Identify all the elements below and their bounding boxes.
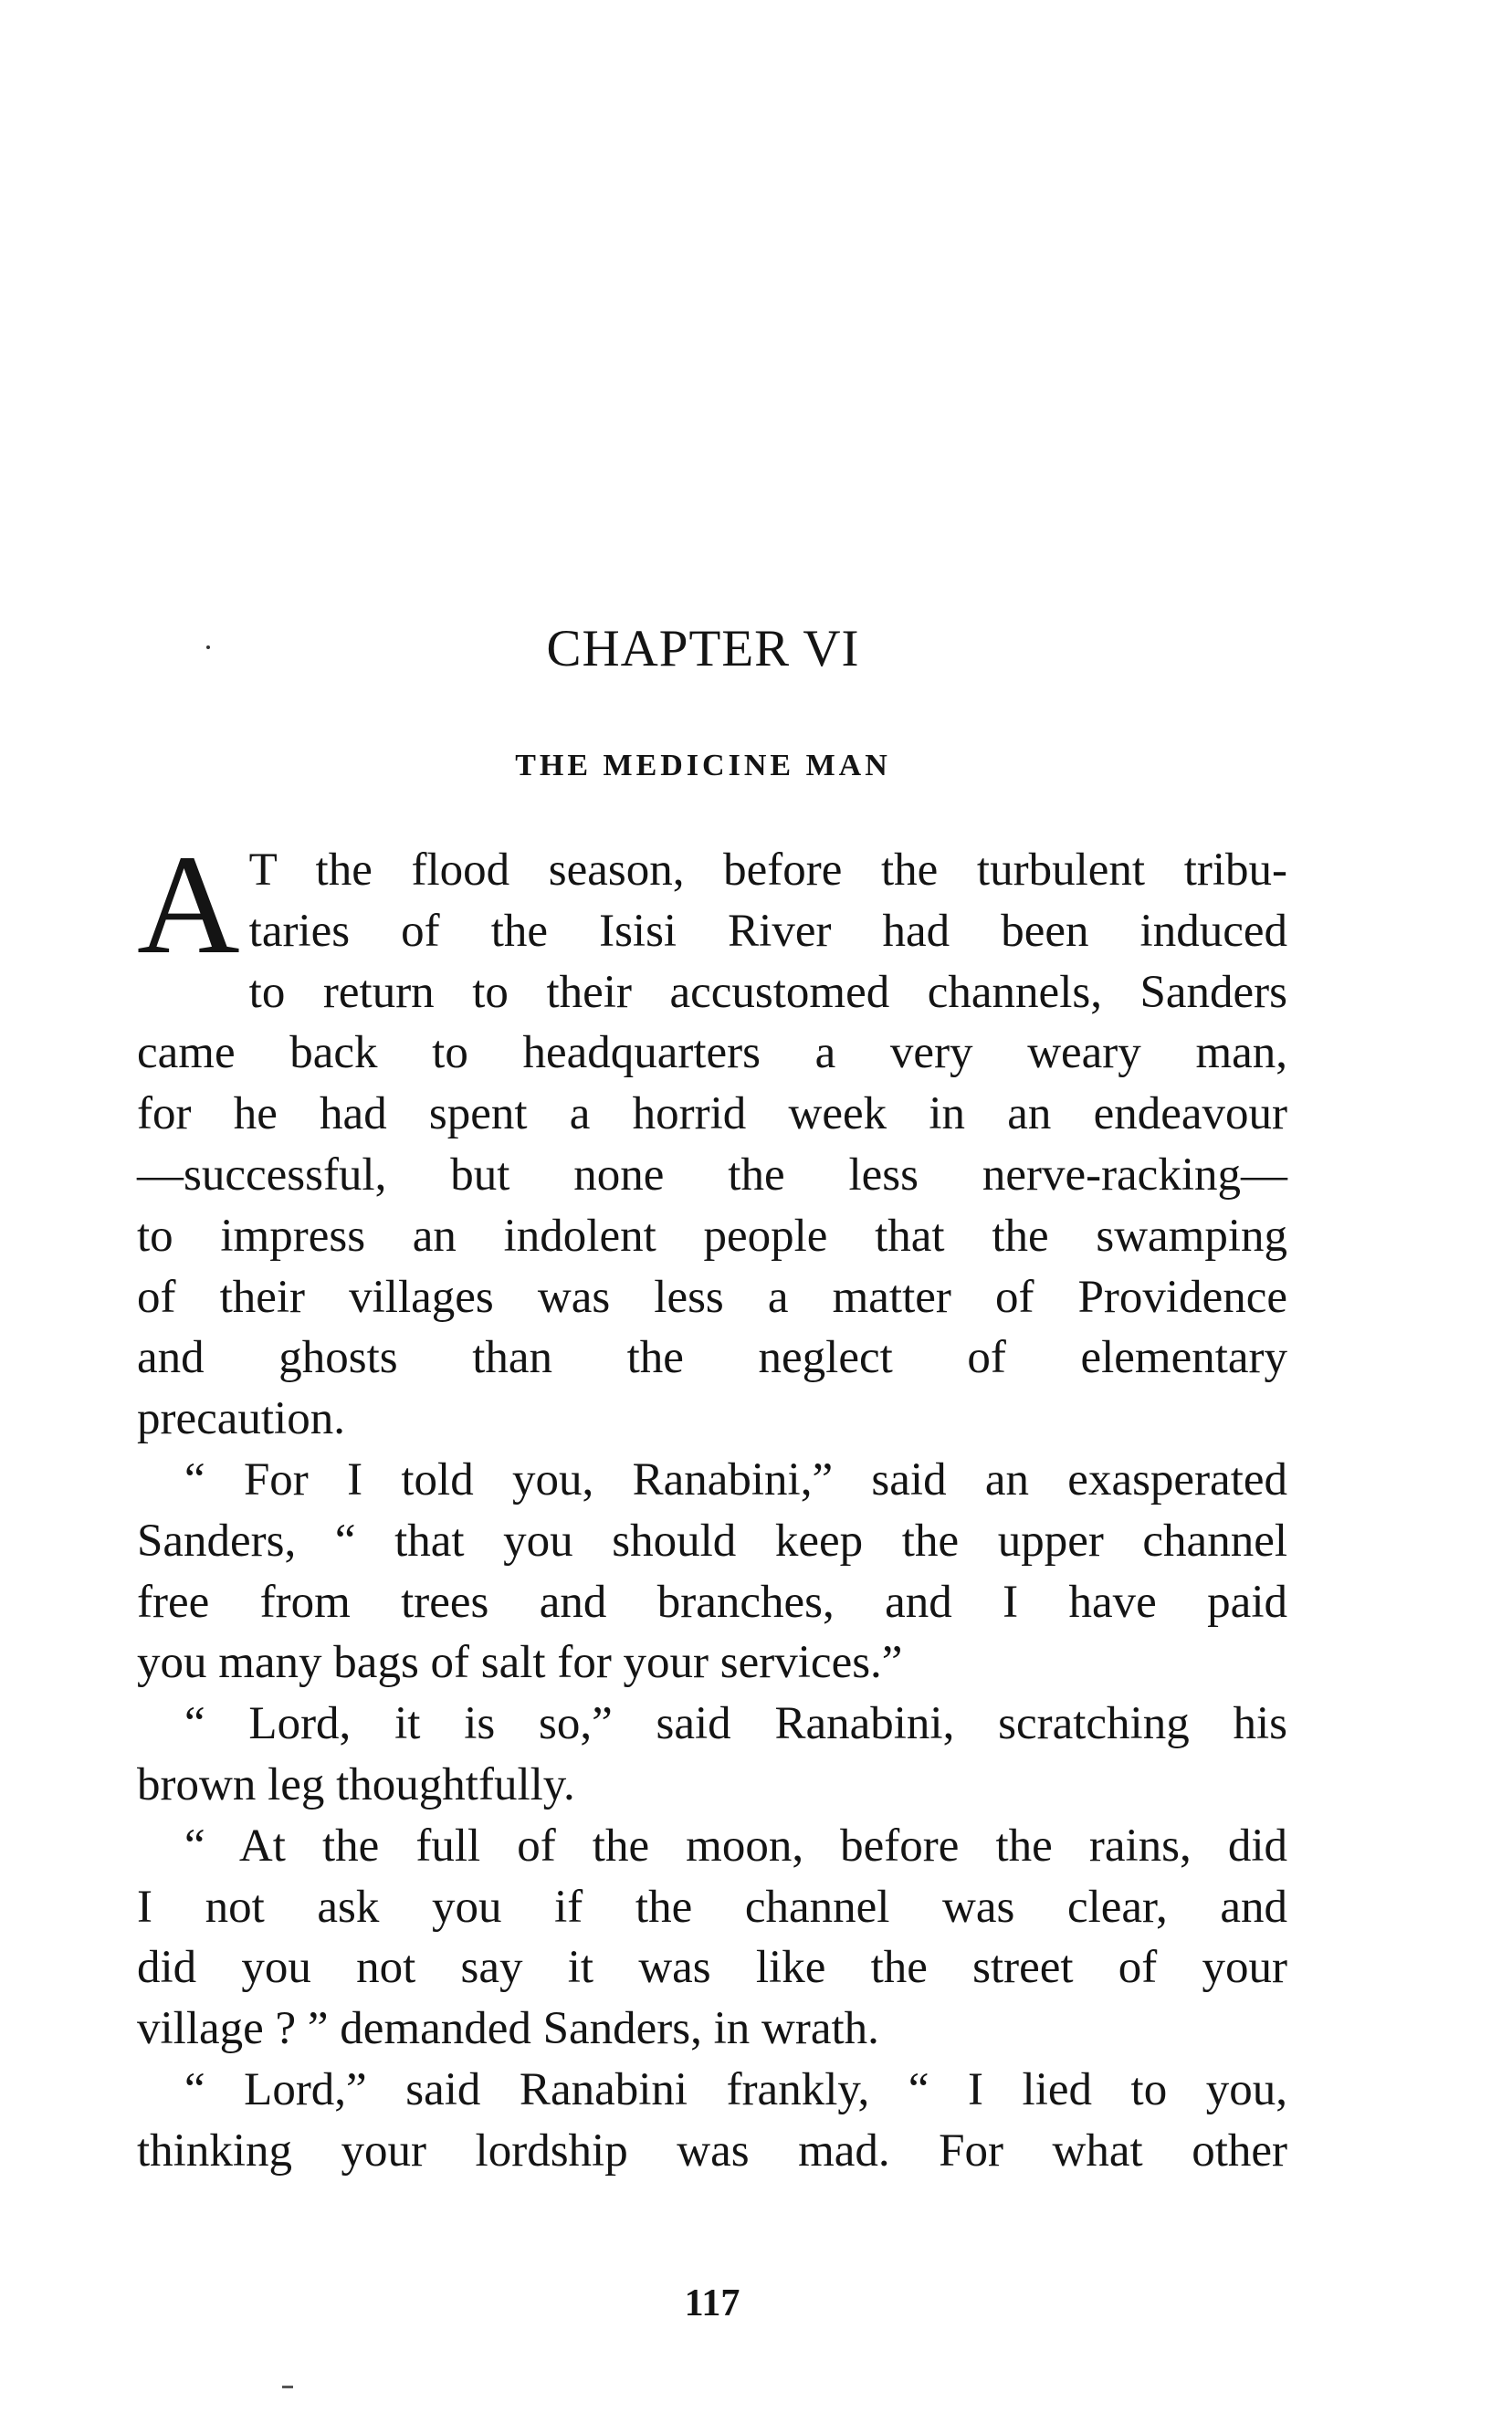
text-line: thinking your lordship was mad. For what other: [137, 2125, 1287, 2177]
text-line: precaution.: [137, 1393, 345, 1445]
text-line: and ghosts than the neglect of elementary: [137, 1332, 1287, 1384]
text-line: taries of the Isisi River had been induced: [248, 905, 1287, 957]
page-number: 117: [684, 2282, 740, 2324]
text-line: village ? ” demanded Sanders, in wrath.: [137, 2003, 879, 2055]
text-line: came back to headquarters a very weary man,: [137, 1027, 1287, 1079]
text-line: “ For I told you, Ranabini,” said an exasperated: [184, 1453, 1287, 1506]
text-line: “ At the full of the moon, before the rains, did: [184, 1820, 1287, 1872]
text-line: did you not say it was like the street of your: [137, 1942, 1287, 1994]
text-line: you many bags of salt for your services.”: [137, 1637, 903, 1689]
chapter-subtitle: THE MEDICINE MAN: [515, 749, 891, 782]
text-line: brown leg thoughtfully.: [137, 1758, 575, 1810]
text-line: —successful, but none the less nerve-racking—: [137, 1149, 1287, 1201]
text-line: of their villages was less a matter of Providence: [137, 1271, 1287, 1323]
paragraph: [137, 825, 1287, 983]
drop-cap: A: [137, 825, 240, 983]
text-line: I not ask you if the channel was clear, and: [137, 1881, 1287, 1933]
text-line: “ Lord, it is so,” said Ranabini, scratching his: [184, 1698, 1287, 1750]
print-speck: [282, 2386, 293, 2388]
text-line: to return to their accustomed channels, Sanders: [248, 966, 1287, 1018]
text-line: T the flood season, before the turbulent tribu-: [248, 845, 1287, 896]
text-line: to impress an indolent people that the swamping: [137, 1210, 1287, 1262]
text-line: for he had spent a horrid week in an endeavour: [137, 1088, 1287, 1140]
text-line: free from trees and branches, and I have paid: [137, 1576, 1287, 1628]
body-text: [137, 825, 1287, 2182]
text-line: Sanders, “ that you should keep the upper channel: [137, 1515, 1287, 1567]
chapter-title: CHAPTER VI: [546, 620, 860, 677]
text-line: “ Lord,” said Ranabini frankly, “ I lied to you,: [184, 2063, 1287, 2115]
